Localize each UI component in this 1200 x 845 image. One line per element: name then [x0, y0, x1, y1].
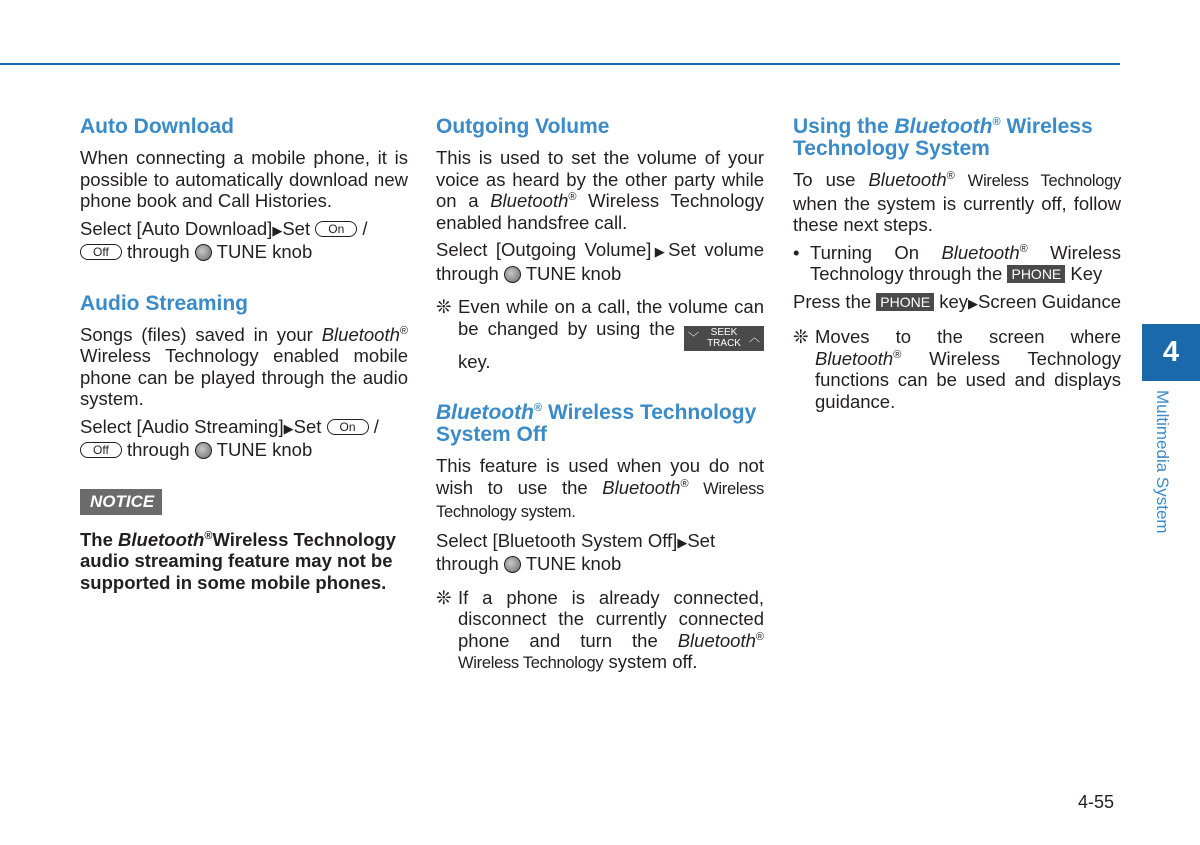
select-text: Select [Outgoing Volume] [436, 239, 652, 260]
chevron-up-icon: ︿ [749, 331, 761, 344]
title-b: Wireless Technology System [793, 115, 1093, 160]
auto-download-select [80, 218, 408, 263]
column-3 [793, 116, 1121, 418]
notice-label: NOTICE [80, 489, 162, 515]
audio-streaming-heading: Audio Streaming [80, 291, 249, 315]
bluetooth-text: Bluetooth [490, 190, 569, 211]
column-1 [80, 116, 408, 593]
slash: / [362, 217, 368, 239]
using-note [793, 326, 1121, 412]
tune-knob-icon [504, 266, 521, 283]
body-text: when the system is currently off, follow these next steps. [793, 192, 1121, 235]
bluetooth-text: Bluetooth [602, 476, 681, 498]
press-phone-text [793, 291, 1121, 315]
note-text [458, 296, 764, 372]
arrow-icon: ▶ [283, 420, 294, 436]
off-button-icon: Off [80, 442, 122, 458]
using-bluetooth-heading [793, 116, 1121, 160]
note-text-a: Even while on a call, the volume can be changed by using the [458, 296, 764, 339]
bluetooth-text: Bluetooth [941, 241, 1020, 263]
slash: / [373, 415, 379, 437]
arrow-icon: ▶ [651, 244, 669, 259]
note-mark: ❊ [436, 296, 452, 317]
registered-mark: ® [204, 529, 213, 542]
press-text-a: Press the [793, 290, 872, 312]
note-mark: ❊ [793, 326, 809, 347]
tune-knob-icon [504, 556, 521, 573]
tune-text: TUNE knob [525, 553, 622, 575]
arrow-icon: ▶ [677, 534, 688, 550]
bullet-text-b: Wireless Technology through the [810, 241, 1122, 284]
audio-streaming-body [80, 324, 408, 410]
title-rest: Wireless Technology System Off [436, 401, 757, 447]
outgoing-volume-heading: Outgoing Volume [436, 115, 610, 138]
registered-mark: ® [399, 324, 408, 337]
registered-mark: ® [992, 116, 1001, 128]
note-text-b: Wireless Technology functions can be used and displays guidance. [815, 347, 1121, 412]
system-off-body [436, 455, 764, 524]
bullet-text [810, 242, 1121, 285]
body-text: Wireless Technology enabled mobile phone can be played through the audio system. [80, 345, 408, 409]
title-a: Using the [793, 115, 889, 138]
registered-mark: ® [893, 348, 902, 361]
registered-mark: ® [533, 402, 543, 415]
notice-text-a: The [80, 528, 113, 550]
phone-key-icon: PHONE [876, 293, 934, 311]
note-text-b: key. [458, 350, 491, 372]
press-text-c: Screen Guidance [978, 290, 1121, 312]
body-text: Wireless Technology enabled handsfree call. [436, 190, 765, 233]
registered-mark: ® [568, 190, 577, 203]
outgoing-volume-select [436, 239, 764, 284]
set-text: Set [282, 217, 311, 239]
registered-mark: ® [946, 169, 955, 182]
off-button-icon: Off [80, 244, 122, 260]
body-text: To use [793, 169, 856, 190]
registered-mark: ® [1019, 242, 1028, 255]
bluetooth-text: Bluetooth [815, 347, 894, 369]
body-text: This is used to set the volume of your voice as heard by the other party while on a [436, 147, 764, 211]
arrow-icon: ▶ [968, 295, 979, 311]
track-label: TRACK [707, 338, 741, 350]
note-text-a: Moves to the screen where [815, 326, 1121, 347]
note-text [458, 587, 764, 675]
select-text: Select [Auto Download] [80, 217, 273, 239]
auto-download-body: When connecting a mobile phone, it is possible to automatically download new phone book and Call Histories. [80, 147, 408, 211]
body-text: Wireless Technology [967, 172, 1122, 190]
notice-text-b: Wireless Technology audio streaming feature may not be supported in some mobile phones. [80, 528, 396, 593]
tune-knob-icon [195, 442, 212, 459]
bullet-mark: • [793, 241, 800, 263]
seek-track-label [707, 327, 741, 349]
system-off-note [436, 587, 764, 675]
registered-mark: ® [680, 477, 689, 490]
set-text: Set volume through [436, 239, 764, 284]
chevron-down-icon: ﹀ [688, 331, 700, 344]
auto-download-heading: Auto Download [80, 115, 234, 138]
set-text: Set [293, 415, 322, 437]
note-mark: ❊ [436, 586, 452, 608]
press-text-b: key [939, 290, 969, 312]
bullet-text-c: Key [1070, 263, 1103, 284]
audio-streaming-select [80, 416, 408, 461]
on-button-icon: On [315, 221, 357, 237]
notice-text [80, 529, 408, 594]
column-2 [436, 116, 764, 681]
bluetooth-title: Bluetooth [894, 115, 993, 138]
tune-text: TUNE knob [216, 241, 313, 262]
set-text: Set through [436, 529, 716, 575]
tune-text: TUNE knob [525, 262, 622, 284]
system-off-heading [436, 402, 764, 446]
select-text: Select [Bluetooth System Off] [436, 529, 678, 551]
bluetooth-title: Bluetooth [436, 401, 534, 425]
bluetooth-text: Bluetooth [321, 323, 400, 345]
top-rule [0, 63, 1120, 65]
system-off-select [436, 530, 764, 575]
body-text: Songs (files) saved in your [80, 323, 313, 345]
note-text-b: Wireless Technology [458, 654, 604, 673]
select-text: Select [Audio Streaming] [80, 415, 284, 437]
bluetooth-text: Bluetooth [118, 528, 205, 550]
tune-text: TUNE knob [216, 439, 313, 460]
chapter-side-label: Multimedia System [1153, 390, 1172, 534]
using-body [793, 169, 1121, 236]
phone-key-icon: PHONE [1007, 265, 1065, 283]
outgoing-volume-note [436, 296, 764, 372]
registered-mark: ® [755, 630, 765, 643]
tune-knob-icon [195, 244, 212, 261]
note-text-a: If a phone is already connected, disconnect the currently connected phone and turn the [458, 586, 764, 651]
body-text: Wireless Technology system. [436, 479, 765, 522]
seek-label: SEEK [710, 327, 738, 339]
bluetooth-text: Bluetooth [868, 169, 947, 190]
outgoing-volume-body [436, 147, 764, 233]
using-bullet [793, 242, 1121, 285]
bluetooth-text: Bluetooth [677, 629, 756, 651]
through-text: through [126, 241, 190, 262]
note-text [815, 326, 1121, 412]
bullet-text-a: Turning On [810, 241, 920, 263]
on-button-icon: On [327, 419, 369, 435]
seek-track-key-icon [684, 326, 764, 351]
through-text: through [126, 439, 190, 460]
note-text-c: system off. [608, 651, 698, 673]
body-text: This feature is used when you do not wish to use the [436, 455, 764, 498]
page-number: 4-55 [1078, 792, 1115, 812]
arrow-icon: ▶ [272, 222, 283, 238]
chapter-number-tab: 4 [1142, 324, 1200, 381]
